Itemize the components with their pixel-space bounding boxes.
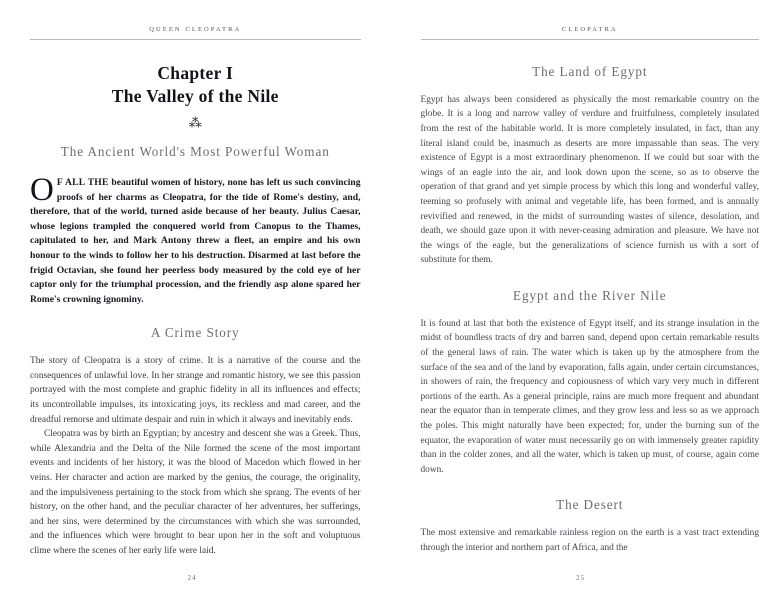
right-running-head bbox=[421, 18, 760, 40]
opening-paragraph-text: beautiful women of history, none has left us such convincing proofs of her charms as Cleopatra, for the tide of Rome's destiny, and, therefore, that of the world, turned aside because of her beauty. Julius Caesar, whose legions trampled the conquered world from Canopus to the Thames, capitulated to her, and Mark Antony threw a fleet, an empire and his own honour to the winds to follow her to his destruction. Disarmed at last before the frigid Octavian, she found her peerless body measured by the cold eye of her captor only for the triumphal procession, and the friendly asp alone spared her Rome's crowning ignominy. bbox=[30, 177, 361, 305]
left-paragraph-2: Cleopatra was by birth an Egyptian; by ancestry and descent she was a Greek. Thus, while Alexandria and the Delta of the Nile formed the scene of the most important events and incidents of her history, it was the blood of Macedon which flowed in her veins. Her character and action are marked by the genius, the courage, the originality, and the impulsiveness pertaining to the stock from which she sprang. The events of her history, on the other hand, and the peculiar character of her adventures, her sufferings, and her sins, were determined by the circumstances with which she was surrounded, and the influences which were brought to bear upon her in the soft and voluptuous clime where the scenes of her early life were laid. bbox=[30, 429, 361, 556]
left-running-head bbox=[30, 18, 361, 40]
right-body-block-3 bbox=[421, 526, 760, 555]
right-paragraph-1: Egypt has always been considered as physically the most remarkable country on the globe. It is a long and narrow valley of verdure and fruitfulness, completely insulated from the rest of the habitable world. It is more completely insulated, in fact, than any literal island could be, inasmuch as deserts are more impassable than seas. The very existence of Egypt is a most extraordinary phenomenon. If we could but soar with the wings of an eagle into the air, and look down upon the scene, so as to observe the operation of that grand and yet simple process by which this long and wonderful valley, teeming so profusely with animal and vegetable life, has been formed, and is annually revivified and renewed, in the midst of surrounding wastes of silence, desolation, and death, we should gaze upon it with never-ceasing admiration and pleasure. We have not the wings of the eagle, but the generalizations of science furnish us with a sort of substitute for them. bbox=[420, 94, 759, 266]
opening-paragraph bbox=[30, 172, 361, 307]
right-paragraph-3: The most extensive and remarkable rainless region on the earth is a vast tract extending through the interior and northern part of Africa, and the bbox=[420, 528, 759, 553]
section-heading-the-land-of-egypt: The Land of Egypt bbox=[532, 64, 648, 79]
right-page-number: 25 bbox=[576, 575, 586, 582]
left-section-heading-block bbox=[30, 325, 361, 341]
chapter-number: Chapter I bbox=[157, 63, 234, 83]
right-body-block-1 bbox=[421, 93, 760, 268]
fleuron-ornament-icon: ⁂ bbox=[188, 116, 202, 132]
right-page bbox=[391, 0, 781, 600]
section-heading-egypt-and-the-river-nile: Egypt and the River Nile bbox=[513, 287, 667, 303]
opening-paragraph-block bbox=[30, 172, 361, 307]
drop-cap: O bbox=[30, 172, 54, 209]
section-heading-the-desert: The Desert bbox=[556, 497, 624, 513]
chapter-heading-block bbox=[30, 62, 361, 108]
left-page-number: 24 bbox=[187, 575, 197, 582]
opening-smallcaps: F ALL THE bbox=[56, 177, 109, 189]
left-body-block bbox=[30, 354, 361, 558]
right-paragraph-2: It is found at last that both the existence of Egypt itself, and its strange insulation in the midst of boundless tracts of dry and barren sand, depend upon certain remarkable results of the general laws of rain. The water which is taken up by the atmosphere from the surface of the sea and of the land by evaporation, falls again, under certain circumstances, in showers of rain, the frequency and copiousness of which vary very much in different portions of the earth. As a general principle, rains are much more frequent and abundant near the equator than in temperate climes, and they grow less and less so as we approach the poles. This might naturally have been expected; for, under the burning sun of the equator, the evaporation of water must necessarily go on with immensely greater rapidity than in the colder zones, and all the water, which is taken up must, of course, again come down. bbox=[420, 318, 759, 475]
chapter-title: The Valley of the Nile bbox=[111, 86, 279, 107]
right-body-block-2 bbox=[421, 317, 760, 478]
right-running-head-text: CLEOPATRA bbox=[561, 26, 618, 33]
section-heading-a-crime-story: A Crime Story bbox=[150, 325, 240, 341]
chapter-subtitle: The Ancient World's Most Powerful Woman bbox=[60, 144, 330, 160]
left-paragraph-1: The story of Cleopatra is a story of crime. It is a narrative of the course and the consequences of unlawful love. In her strange and romantic history, we see this passion portrayed with the most complete and graphic fidelity in all its influences and effects; its uncontrollable impulses, its intoxicating joys, its reckless and mad career, and the dreadful remorse and ultimate despair and ruin in which it always and inevitably ends. bbox=[30, 356, 361, 425]
left-running-head-text: QUEEN CLEOPATRA bbox=[149, 26, 242, 33]
